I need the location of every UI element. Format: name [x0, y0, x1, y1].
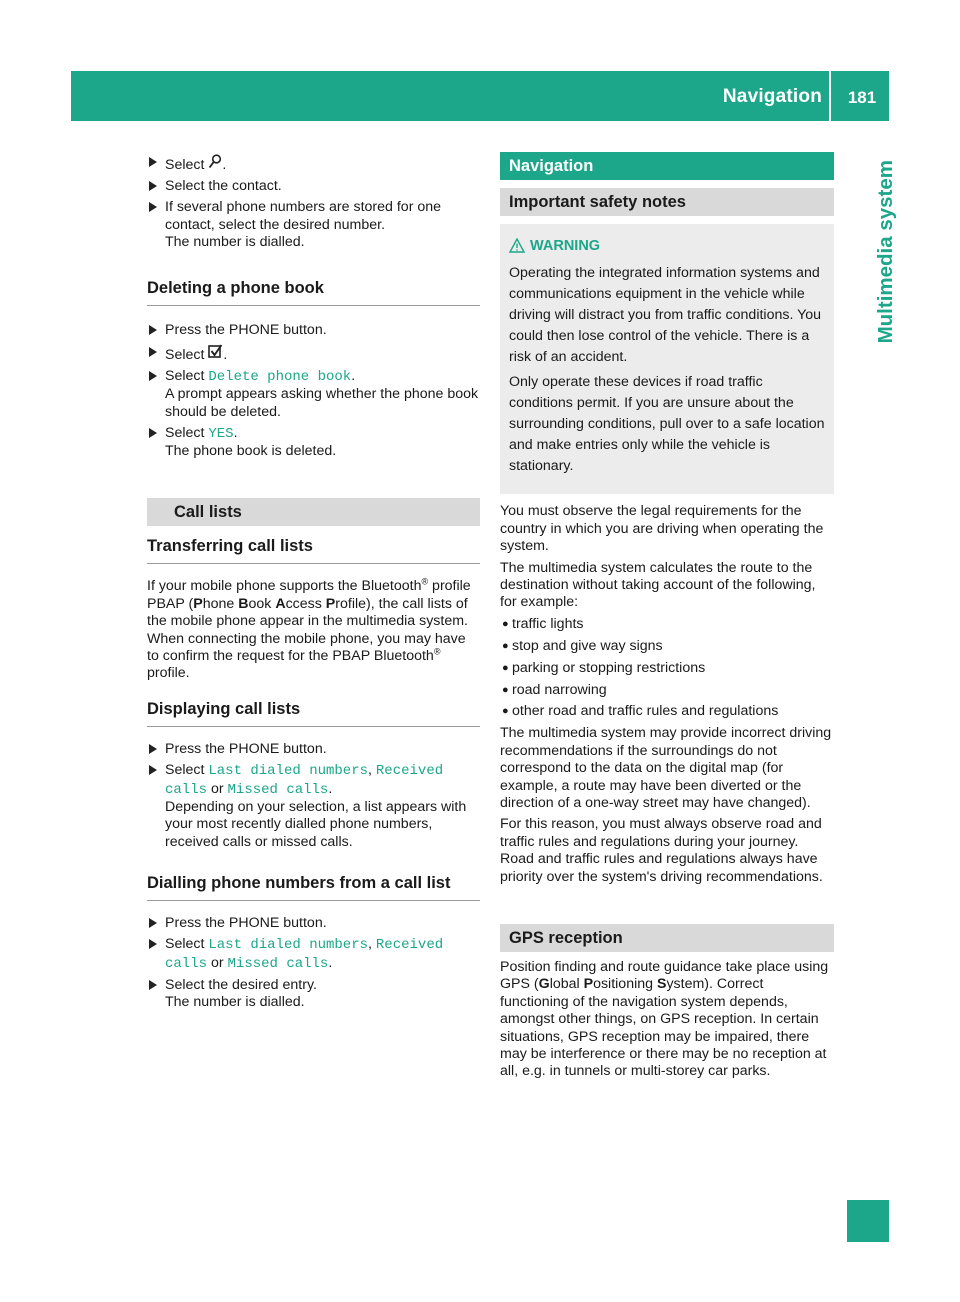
- dial-step-2: Select Last dialed numbers, Received calls or Missed calls.: [147, 936, 480, 973]
- arrow-icon: [149, 347, 157, 357]
- side-tab: [858, 160, 897, 900]
- arrow-icon: [149, 371, 157, 381]
- list-item: ● stop and give way signs: [502, 637, 663, 654]
- menu-item-last-dialed: Last dialed numbers: [208, 937, 369, 954]
- arrow-icon: [149, 939, 157, 949]
- side-tab-block: [847, 1200, 889, 1242]
- search-icon: [208, 154, 222, 174]
- display-step-1: Press the PHONE button.: [147, 741, 480, 758]
- paragraph-incorrect: The multimedia system may provide incorrect driving recommendations if the surroundings do not correspond to the data on the digital map (for example, a route may have been diverted or the direction of a one-way street may have changed).: [500, 725, 832, 811]
- section-bar-navigation: Navigation: [500, 152, 834, 180]
- step-result: The number is dialled.: [165, 234, 305, 251]
- bullet-icon: ●: [502, 705, 509, 718]
- section-box-call-lists: Call lists: [147, 498, 480, 526]
- section-box-safety: Important safety notes: [500, 188, 834, 216]
- section-heading-dial: Dialling phone numbers from a call list: [147, 873, 480, 901]
- step-select-number: If several phone numbers are stored for one contact, select the desired number. The number is dialled.: [147, 199, 480, 251]
- arrow-icon: [149, 181, 157, 191]
- arrow-icon: [149, 202, 157, 212]
- side-tab-label: Multimedia system: [874, 160, 897, 344]
- menu-item-yes: YES: [208, 425, 234, 442]
- list-item: ● traffic lights: [502, 615, 584, 632]
- menu-item-delete-phone-book: Delete phone book: [208, 368, 352, 385]
- section-heading-transfer: Transferring call lists: [147, 536, 480, 564]
- list-item: ● road narrowing: [502, 681, 607, 698]
- bullet-icon: ●: [502, 683, 509, 696]
- header-title: Navigation: [722, 86, 822, 107]
- menu-item-missed-calls: Missed calls: [227, 781, 329, 798]
- paragraph-legal: You must observe the legal requirements for the country in which you are driving when operating the system.: [500, 503, 824, 555]
- warning-title: WARNING: [509, 238, 826, 255]
- arrow-icon: [149, 918, 157, 928]
- delete-step-4: Select YES. The phone book is deleted.: [147, 425, 480, 461]
- arrow-icon: [149, 744, 157, 754]
- page-number: 181: [847, 88, 877, 107]
- delete-step-3: Select Delete phone book. A prompt appears asking whether the phone book should be deleted.: [147, 368, 480, 421]
- menu-item-received-calls: Received calls: [165, 937, 444, 972]
- transfer-paragraph: If your mobile phone supports the Bluetooth® profile PBAP (Phone Book Access Profile), the call lists of the mobile phone appear in the multimedia system. When connecting the mobile phone, you may have to confirm the request for the PBAP Bluetooth® profile.: [147, 576, 471, 682]
- arrow-icon: [149, 157, 157, 167]
- dial-step-3: Select the desired entry. The number is dialled.: [147, 977, 480, 1012]
- paragraph-observe: For this reason, you must always observe road and traffic rules and regulations during your journey. Road and traffic rules and regulations always have priority over the system's driving recommendations.: [500, 816, 823, 885]
- arrow-icon: [149, 765, 157, 775]
- warning-box: [500, 224, 834, 494]
- section-heading-delete: Deleting a phone book: [147, 278, 480, 306]
- warning-icon: [509, 238, 525, 253]
- step-select-search: Select .: [147, 154, 480, 174]
- header-separator: [829, 71, 831, 121]
- left-column: [147, 154, 480, 1015]
- paragraph-gps: Position finding and route guidance take place using GPS (Global Positioning System). Correct functioning of the navigation system depends, amongst other things, on GPS reception. In certain situations, GPS reception may be impaired, there may be interference or there may be no reception at all, e.g. in tunnels or multi-storey car parks.: [500, 959, 829, 1080]
- menu-item-missed-calls: Missed calls: [227, 955, 329, 972]
- bullet-icon: ●: [502, 661, 509, 674]
- arrow-icon: [149, 980, 157, 990]
- arrow-icon: [149, 428, 157, 438]
- delete-step-1: Press the PHONE button.: [147, 322, 480, 339]
- bullet-icon: ●: [502, 617, 509, 630]
- menu-item-last-dialed: Last dialed numbers: [208, 763, 369, 780]
- dial-step-1: Press the PHONE button.: [147, 915, 480, 932]
- section-heading-display: Displaying call lists: [147, 699, 480, 727]
- bullet-icon: ●: [502, 639, 509, 652]
- delete-step-2: Select .: [147, 344, 480, 364]
- warning-paragraph-1: Operating the integrated information systems and communications equipment in the vehicle while driving will distract you from traffic conditions. You could then lose control of the vehicle. There is a risk of an accident.: [509, 265, 822, 366]
- display-step-2: Select Last dialed numbers, Received calls or Missed calls. Depending on your selection, a list appears with your most recently dialled phone numbers, received calls or missed calls.: [147, 762, 480, 851]
- step-select-contact: Select the contact.: [147, 178, 480, 195]
- list-item: ● parking or stopping restrictions: [502, 659, 706, 676]
- list-item: ● other road and traffic rules and regulations: [502, 703, 779, 720]
- menu-item-received-calls: Received calls: [165, 763, 444, 798]
- arrow-icon: [149, 325, 157, 335]
- paragraph-route: The multimedia system calculates the route to the destination without taking account of the following, for example:: [500, 559, 816, 611]
- section-box-gps: GPS reception: [500, 924, 834, 952]
- warning-paragraph-2: Only operate these devices if road traffic conditions permit. If you are unsure about the surrounding conditions, pull over to a safe location and make entries only while the vehicle is stationary.: [509, 373, 825, 474]
- checkmark-icon: [208, 344, 223, 364]
- right-column: [500, 152, 834, 1081]
